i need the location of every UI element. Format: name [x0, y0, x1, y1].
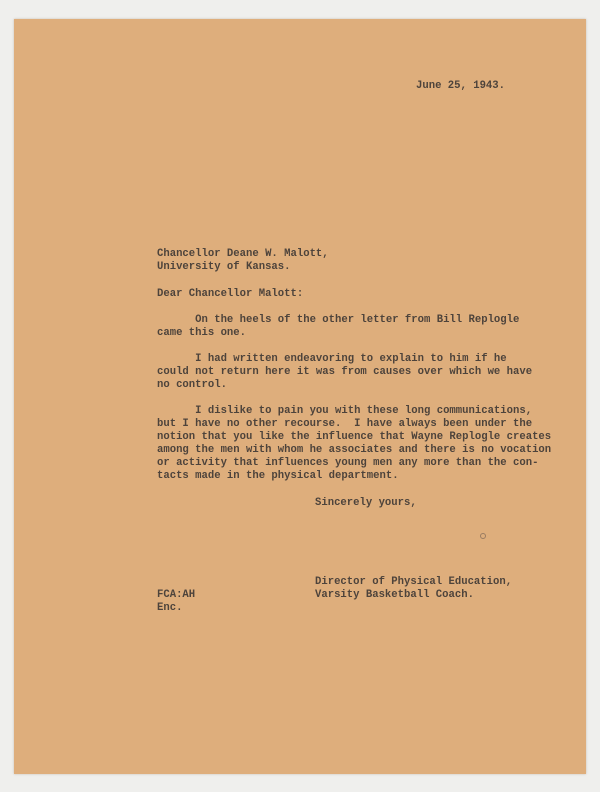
inside-address-institution: University of Kansas. — [157, 261, 291, 273]
paragraph-3-line-1: I dislike to pain you with these long communications, — [157, 405, 533, 417]
paragraph-1-line-1: On the heels of the other letter from Bill Replogle — [157, 314, 520, 326]
paragraph-3-line-5: or activity that influences young men any more than the con- — [157, 457, 539, 469]
signature-title-line-2: Varsity Basketball Coach. — [315, 589, 474, 601]
letter-paper — [14, 19, 586, 774]
closing: Sincerely yours, — [315, 497, 417, 509]
letter-date: June 25, 1943. — [416, 80, 506, 92]
paragraph-2-line-3: no control. — [157, 379, 227, 391]
paragraph-2-line-2: could not return here it was from causes over which we have — [157, 366, 533, 378]
enclosure-notation: Enc. — [157, 602, 183, 614]
ink-speck — [480, 533, 486, 539]
paragraph-3-line-6: tacts made in the physical department. — [157, 470, 399, 482]
signature-title-line-1: Director of Physical Education, — [315, 576, 513, 588]
paragraph-1-line-2: came this one. — [157, 327, 247, 339]
paragraph-3-line-3: notion that you like the influence that Wayne Replogle creates — [157, 431, 552, 443]
inside-address-name: Chancellor Deane W. Malott, — [157, 248, 329, 260]
paragraph-2-line-1: I had written endeavoring to explain to him if he — [157, 353, 507, 365]
salutation: Dear Chancellor Malott: — [157, 288, 304, 300]
paragraph-3-line-2: but I have no other recourse. I have always been under the — [157, 418, 533, 430]
paragraph-3-line-4: among the men with whom he associates and there is no vocation — [157, 444, 552, 456]
reference-initials: FCA:AH — [157, 589, 196, 601]
